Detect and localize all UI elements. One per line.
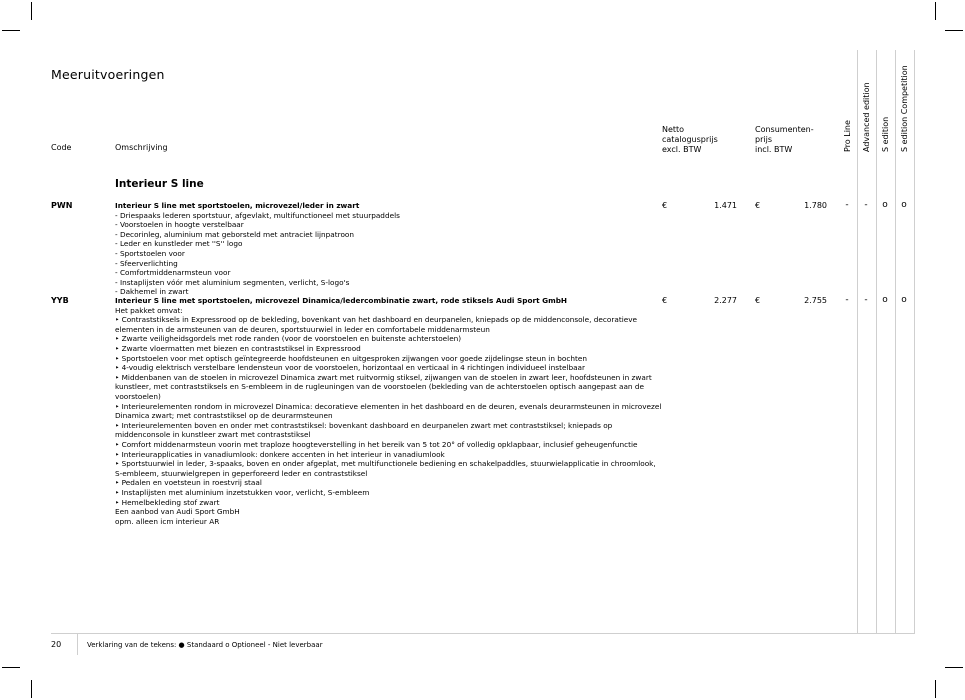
availability-mark: o bbox=[882, 200, 888, 210]
column-header-advanced-edition: Advanced edition bbox=[862, 82, 871, 152]
consumer-price: 2.755 bbox=[804, 296, 827, 305]
column-header-net-price: Netto catalogusprijs excl. BTW bbox=[662, 125, 718, 154]
availability-mark: - bbox=[845, 295, 849, 305]
crop-mark bbox=[2, 667, 20, 668]
net-price: 1.471 bbox=[714, 201, 737, 210]
currency-symbol: € bbox=[755, 296, 761, 305]
availability-mark: - bbox=[845, 200, 849, 210]
legend: Verklaring van de tekens: ● Standaard o Optioneel - Niet leverbaar bbox=[87, 641, 323, 649]
footer-divider bbox=[77, 633, 78, 655]
currency-symbol: € bbox=[662, 201, 668, 210]
page-number: 20 bbox=[51, 640, 62, 649]
consumer-price: 1.780 bbox=[804, 201, 827, 210]
column-header-s-edition: S edition bbox=[881, 116, 890, 152]
option-code: PWN bbox=[51, 201, 73, 210]
availability-mark: o bbox=[882, 295, 888, 305]
crop-mark bbox=[31, 680, 32, 698]
currency-symbol: € bbox=[755, 201, 761, 210]
footer-divider bbox=[51, 633, 915, 634]
currency-symbol: € bbox=[662, 296, 668, 305]
crop-mark bbox=[2, 30, 20, 31]
crop-mark bbox=[31, 2, 32, 20]
column-divider bbox=[876, 50, 877, 633]
section-title: Interieur S line bbox=[115, 178, 204, 190]
availability-mark: o bbox=[901, 295, 907, 305]
crop-mark bbox=[935, 680, 936, 698]
crop-mark bbox=[935, 2, 936, 20]
column-divider bbox=[914, 50, 915, 633]
crop-mark bbox=[945, 30, 963, 31]
column-divider bbox=[895, 50, 896, 633]
column-header-code: Code bbox=[51, 143, 72, 152]
column-header-s-edition-competition: S edition Competition bbox=[900, 65, 909, 152]
column-divider bbox=[857, 50, 858, 633]
page-heading: Meeruitvoeringen bbox=[51, 67, 165, 82]
option-code: YYB bbox=[51, 296, 69, 305]
availability-mark: o bbox=[901, 200, 907, 210]
column-header-consumer-price: Consumenten- prijs incl. BTW bbox=[755, 125, 814, 154]
net-price: 2.277 bbox=[714, 296, 737, 305]
column-header-description: Omschrijving bbox=[115, 143, 168, 152]
column-header-pro-line: Pro Line bbox=[843, 120, 852, 152]
availability-mark: - bbox=[864, 200, 868, 210]
availability-mark: - bbox=[864, 295, 868, 305]
crop-mark bbox=[945, 667, 963, 668]
